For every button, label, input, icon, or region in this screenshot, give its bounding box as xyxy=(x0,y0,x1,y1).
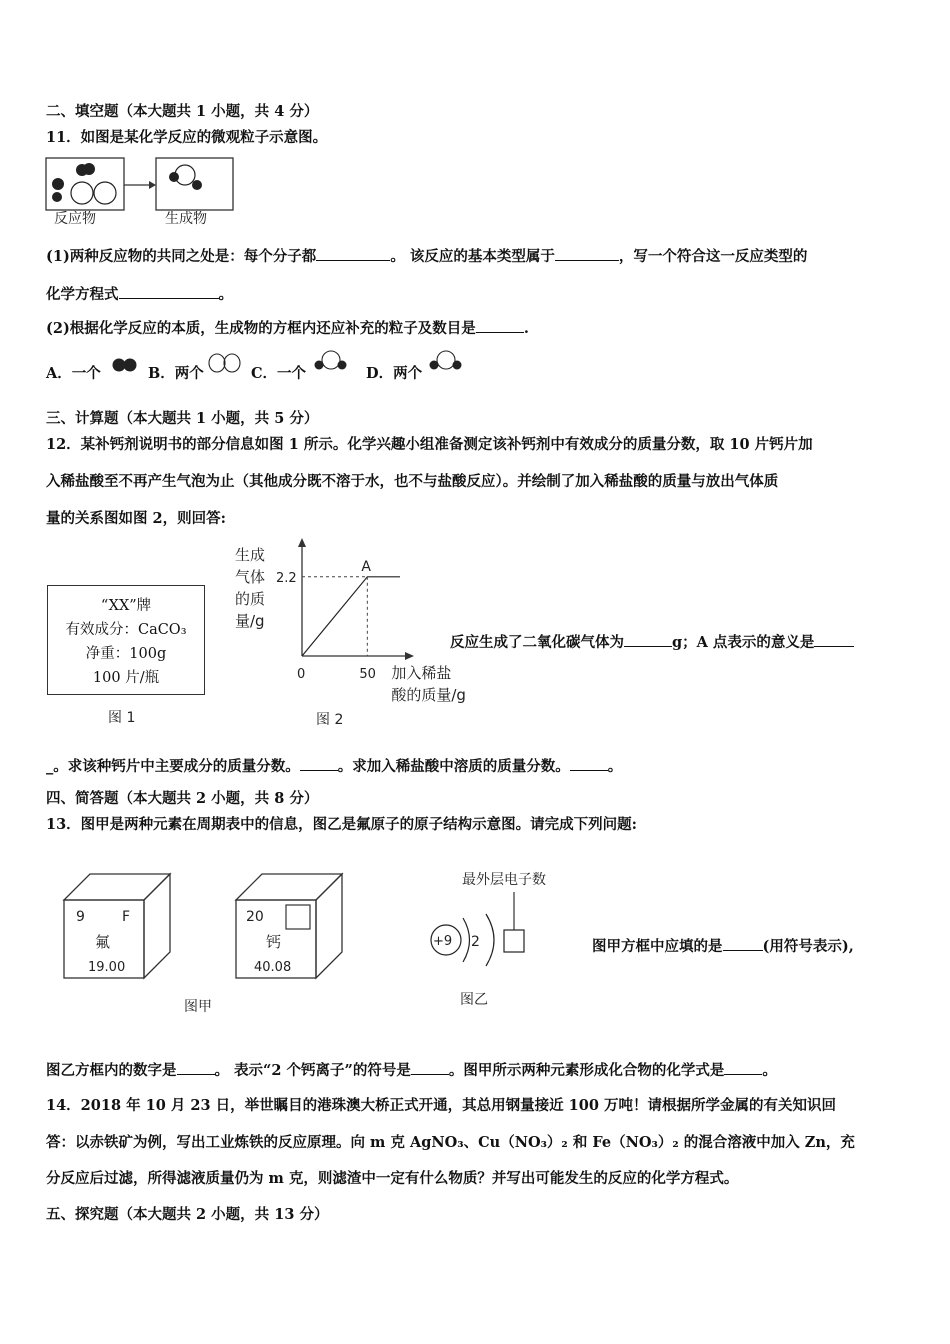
white-atom xyxy=(71,182,93,204)
q11-part2 xyxy=(46,318,529,339)
answer-blank[interactable] xyxy=(570,756,608,771)
black-atom xyxy=(83,163,95,175)
element-cell-calcium xyxy=(234,872,354,984)
product-label: 生成物 xyxy=(165,211,207,227)
text: _。求该种钙片中主要成分的质量分数。 xyxy=(46,758,300,775)
pill-count: 100 片/瓶 xyxy=(92,670,160,686)
y-axis-label: 量/g xyxy=(235,612,265,630)
two-white-atoms-icon xyxy=(207,352,243,374)
text: 。求加入稀盐酸中溶质的质量分数。 xyxy=(337,758,570,775)
element-cell-fluorine xyxy=(62,872,182,984)
white-atom xyxy=(94,182,116,204)
element-symbol: F xyxy=(122,909,131,925)
q12-line3: 量的关系图如图 2，则回答: xyxy=(46,510,226,527)
text: ，写一个符合这一反应类型的 xyxy=(618,248,808,265)
element-name: 氟 xyxy=(95,933,111,951)
y-axis-label: 的质 xyxy=(235,590,266,608)
q11-part1-line1 xyxy=(46,246,807,267)
text: 图乙方框内的数字是 xyxy=(46,1062,177,1079)
symbol-answer-box xyxy=(286,905,310,929)
answer-blank[interactable] xyxy=(316,246,390,261)
product-molecule-icon xyxy=(426,348,464,374)
origin-label: 0 xyxy=(297,667,306,682)
two-black-atoms-icon xyxy=(111,356,141,374)
text: (1)两种反应物的共同之处是：每个分子都 xyxy=(46,248,317,265)
q11-part1-line2 xyxy=(46,284,233,305)
fig-yi-caption: 图乙 xyxy=(460,992,488,1008)
text: (2)根据化学反应的本质，生成物的方框内还应补充的粒子及数目是 xyxy=(46,320,476,337)
y-axis-label: 生成 xyxy=(235,546,266,564)
x-axis-label: 酸的质量/g xyxy=(391,686,466,704)
brand-name: “XX”牌 xyxy=(100,598,152,614)
reactant-label: 反应物 xyxy=(54,211,96,227)
answer-blank[interactable] xyxy=(555,246,619,261)
text: 。 该反应的基本类型属于 xyxy=(390,248,555,265)
text: 图甲方框中应填的是 xyxy=(592,938,723,955)
series-line xyxy=(302,577,400,656)
answer-blank[interactable] xyxy=(814,632,854,647)
outer-electron-box xyxy=(504,930,524,952)
atomic-mass: 19.00 xyxy=(88,960,126,975)
q13-stem: 13．图甲是两种元素在周期表中的信息，图乙是氟原子的原子结构示意图。请完成下列问题: xyxy=(46,816,638,833)
text: 反应生成了二氧化碳气体为 xyxy=(450,634,624,651)
q12-side-question xyxy=(450,632,854,653)
answer-blank[interactable] xyxy=(476,318,524,333)
q11-particle-diagram xyxy=(44,155,239,230)
answer-blank[interactable] xyxy=(177,1060,215,1075)
text: (用符号表示), xyxy=(762,938,854,955)
atomic-mass: 40.08 xyxy=(254,960,292,975)
x-tick-label: 50 xyxy=(359,667,376,682)
answer-blank[interactable] xyxy=(119,284,219,299)
answer-blank[interactable] xyxy=(724,1060,762,1075)
inner-shell-electrons: 2 xyxy=(471,934,480,950)
supplement-label-box xyxy=(47,585,205,695)
element-name: 钙 xyxy=(266,933,282,951)
black-atom xyxy=(52,178,64,190)
q12-line5 xyxy=(46,756,622,777)
point-a-label: A xyxy=(361,558,371,575)
x-axis-label: 加入稀盐 xyxy=(391,664,452,682)
text: 。 xyxy=(218,286,233,303)
q12-line1: 12．某补钙剂说明书的部分信息如图 1 所示。化学兴趣小组准备测定该补钙剂中有效成分的质量分数，取 10 片钙片加 xyxy=(46,436,813,453)
text: g；A 点表示的意义是 xyxy=(672,634,815,651)
option-b[interactable]: B．两个 xyxy=(148,365,204,382)
answer-blank[interactable] xyxy=(300,756,338,771)
answer-blank[interactable] xyxy=(723,936,763,951)
option-d[interactable]: D．两个 xyxy=(366,365,423,382)
q14-line3: 分反应后过滤，所得滤液质量仍为 m 克，则滤渣中一定有什么物质？并写出可能发生的反应的化学方程式。 xyxy=(46,1170,739,1187)
y-axis-label: 气体 xyxy=(235,568,266,586)
ingredient: 有效成分：CaCO₃ xyxy=(65,622,187,638)
black-atom xyxy=(169,172,179,182)
fig-jia-caption: 图甲 xyxy=(184,999,212,1015)
section-heading-inquiry: 五、探究题（本大题共 2 小题，共 13 分） xyxy=(46,1206,329,1223)
outer-electron-label: 最外层电子数 xyxy=(462,872,546,888)
section-heading-calculation: 三、计算题（本大题共 1 小题，共 5 分） xyxy=(46,410,319,427)
q13-line2 xyxy=(46,1060,777,1081)
text: 。 表示“2 个钙离子”的符号是 xyxy=(214,1062,411,1079)
text: 。图甲所示两种元素形成化合物的化学式是 xyxy=(448,1062,725,1079)
section-heading-fill-in: 二、填空题（本大题共 1 小题，共 4 分） xyxy=(46,103,319,120)
text: 。 xyxy=(607,758,623,775)
answer-blank[interactable] xyxy=(624,632,672,647)
product-molecule-icon xyxy=(311,348,349,374)
answer-blank[interactable] xyxy=(411,1060,449,1075)
atomic-number: 9 xyxy=(76,909,85,925)
text: 。 xyxy=(762,1062,777,1079)
q13-side-question xyxy=(592,936,854,957)
x-axis-arrow xyxy=(405,652,414,660)
fluorine-atom-structure xyxy=(420,868,580,978)
q14-line2: 答：以赤铁矿为例，写出工业炼铁的反应原理。向 m 克 AgNO₃、Cu（NO₃）₂ 和 Fe（NO₃）₂ 的混合溶液中加入 Zn，充 xyxy=(46,1134,855,1151)
black-atom xyxy=(52,192,62,202)
arrow-head xyxy=(149,181,156,189)
q11-stem: 11．如图是某化学反应的微观粒子示意图。 xyxy=(46,129,328,146)
q14-line1: 14．2018 年 10 月 23 日，举世瞩目的港珠澳大桥正式开通，其总用钢量接近 100 万吨！请根据所学金属的有关知识回 xyxy=(46,1097,836,1114)
fig1-caption: 图 1 xyxy=(108,710,136,726)
y-axis-arrow xyxy=(298,538,306,547)
y-tick-label: 2.2 xyxy=(276,570,297,586)
nucleus-charge: +9 xyxy=(433,934,453,949)
black-atom xyxy=(192,180,202,190)
net-weight: 净重：100g xyxy=(85,646,167,662)
fig2-caption: 图 2 xyxy=(316,712,344,728)
atomic-number: 20 xyxy=(246,909,264,925)
option-a[interactable]: A．一个 xyxy=(46,365,101,382)
gas-mass-chart xyxy=(232,538,467,708)
text: 化学方程式 xyxy=(46,286,119,303)
q12-line2: 入稀盐酸至不再产生气泡为止（其他成分既不溶于水，也不与盐酸反应）。并绘制了加入稀盐酸的质量与放出气体质 xyxy=(46,473,779,490)
section-heading-short-answer: 四、简答题（本大题共 2 小题，共 8 分） xyxy=(46,790,319,807)
option-c[interactable]: C．一个 xyxy=(251,365,307,382)
text: . xyxy=(523,320,529,337)
